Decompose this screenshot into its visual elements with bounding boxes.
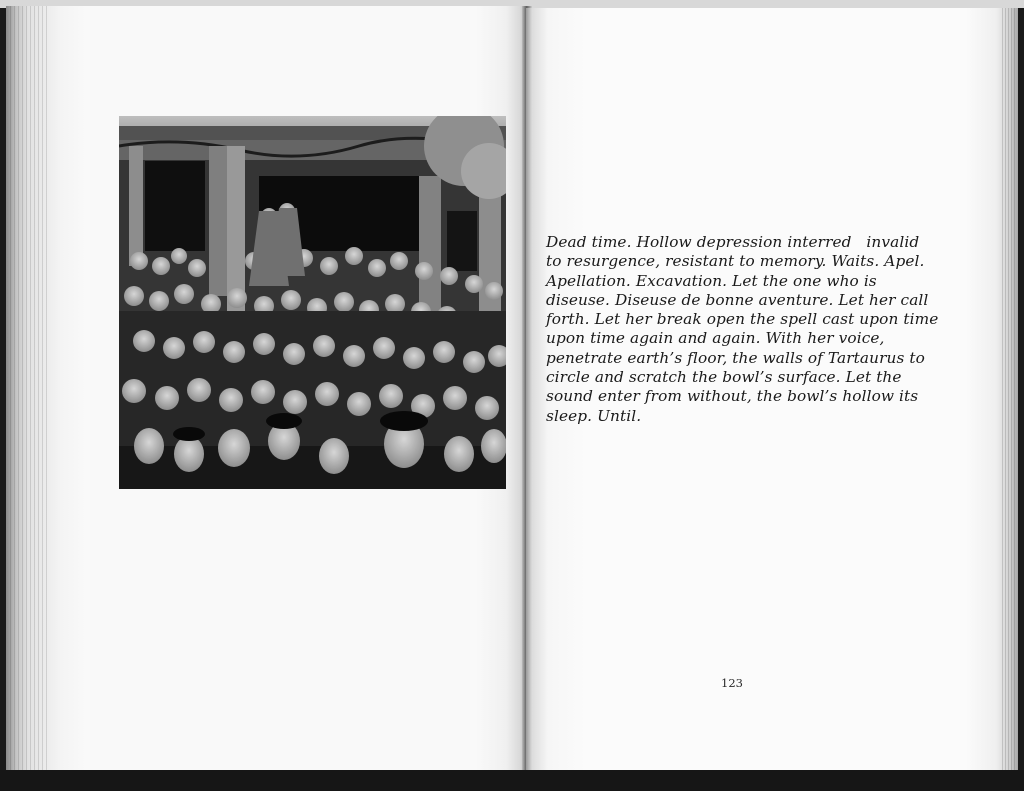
passage-line: circle and scratch the bowl’s surface. Let the <box>546 368 902 387</box>
scan-border-bottom <box>0 770 1024 791</box>
book-spread <box>6 6 1018 770</box>
passage-line: Dead time. Hollow depression interred invalid <box>546 233 920 251</box>
passage-line: Apellation. Excavation. Let the one who is <box>546 271 877 290</box>
right-page <box>526 8 1018 772</box>
passage-line: forth. Let her break open the spell cast upon time <box>546 310 939 329</box>
passage-line: upon time again and again. With her voice, <box>546 329 885 348</box>
page-number: 123 <box>721 676 743 690</box>
crowd-photograph-image <box>119 116 506 489</box>
right-page-edges <box>1002 8 1016 772</box>
left-page-edges <box>10 6 50 770</box>
left-page <box>6 6 526 770</box>
passage-line: sound enter from without, the bowl’s hollow its <box>546 387 919 406</box>
crowd-photograph <box>119 116 506 489</box>
passage-line: penetrate earth’s floor, the walls of Tartaurus to <box>546 348 925 367</box>
passage-line: diseuse. Diseuse de bonne aventure. Let her call <box>546 290 929 309</box>
passage-line: to resurgence, resistant to memory. Waits. Apel. <box>546 252 925 271</box>
poem-passage <box>546 233 939 426</box>
passage-line: sleep. Until. <box>546 406 642 425</box>
